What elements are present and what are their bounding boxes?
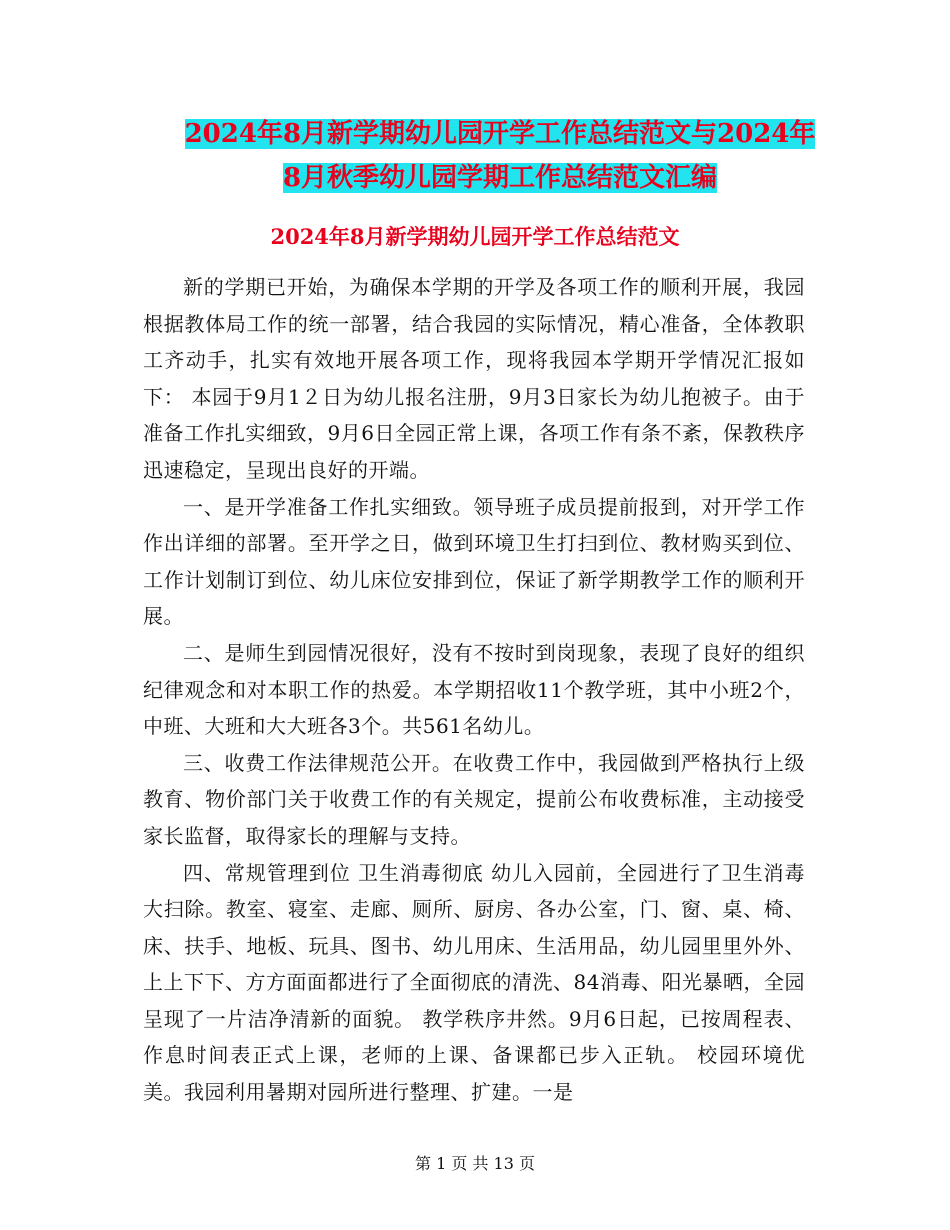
paragraph-1: 一、是开学准备工作扎实细致。领导班子成员提前报到，对开学工作作出详细的部署。至开学之日，做到环境卫生打扫到位、教材购买到位、工作计划制订到位、幼儿床位安排到位，保证了新学期教学工作的顺利开展。 bbox=[143, 494, 805, 629]
page-number-footer: 第 1 页 共 13 页 bbox=[415, 1154, 535, 1173]
document-title-line-1: 2024年8月新学期幼儿园开学工作总结范文与2024年 bbox=[184, 119, 816, 149]
paragraph-3: 三、收费工作法律规范公开。在收费工作中，我园做到严格执行上级教育、物价部门关于收费工作的有关规定，提前公布收费标准，主动接受家长监督，取得家长的理解与支持。 bbox=[143, 750, 805, 848]
document-body bbox=[143, 269, 805, 1111]
paragraph-4: 四、常规管理到位 卫生消毒彻底 幼儿入园前，全园进行了卫生消毒大扫除。教室、寝室、走廊、厕所、厨房、各办公室，门、窗、桌、椅、床、扶手、地板、玩具、图书、幼儿用床、生活用品，幼儿园里里外外、上上下下、方方面面都进行了全面彻底的清洗、84消毒、阳光暴晒，全园呈现了一片洁净清新的面貌。 教学秩序井然。9月6日起，已按周程表、作息时间表正式上课，老师的上课、备课都已步入正轨。 校园环境优美。我园利用暑期对园所进行整理、扩建。一是 bbox=[143, 860, 805, 1105]
document-title bbox=[150, 112, 850, 200]
section-title: 2024年8月新学期幼儿园开学工作总结范文 bbox=[270, 224, 680, 249]
paragraph-2: 二、是师生到园情况很好，没有不按时到岗现象，表现了良好的组织纪律观念和对本职工作的热爱。本学期招收11个教学班，其中小班2个，中班、大班和大大班各3个。共561名幼儿。 bbox=[143, 640, 805, 739]
document-title-line-2: 8月秋季幼儿园学期工作总结范文汇编 bbox=[282, 163, 718, 193]
paragraph-intro: 新的学期已开始，为确保本学期的开学及各项工作的顺利开展，我园根据教体局工作的统一部署，结合我园的实际情况，精心准备，全体教职工齐动手，扎实有效地开展各项工作，现将我园本学期开学情况汇报如下： 本园于9月1２日为幼儿报名注册，9月3日家长为幼儿抱被子。由于准备工作扎实细致，9月6日全园正常上课，各项工作有条不紊，保教秩序迅速稳定，呈现出良好的开端。 bbox=[143, 275, 805, 482]
